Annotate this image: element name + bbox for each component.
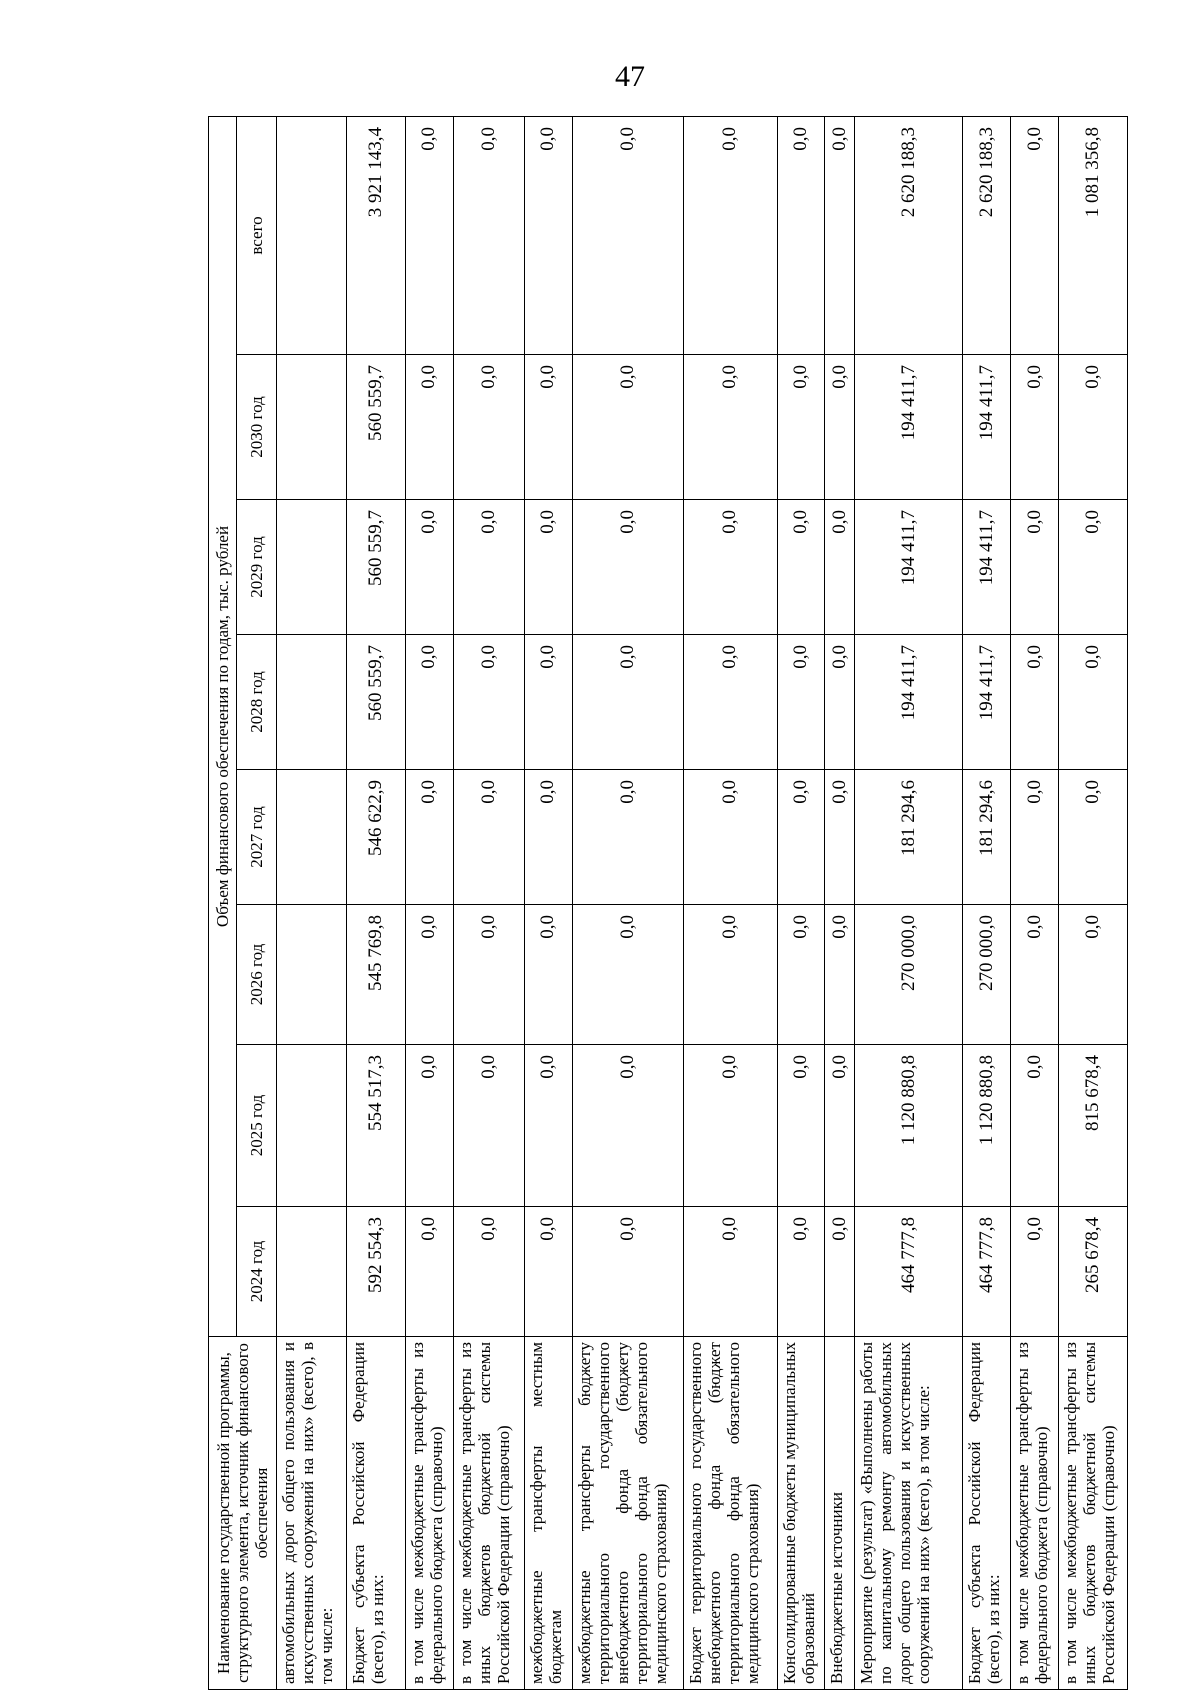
value-cell: 0,0: [453, 905, 524, 1045]
value-cell: 0,0: [406, 770, 454, 905]
value-cell: 0,0: [1058, 905, 1127, 1045]
value-cell: 0,0: [777, 1207, 825, 1337]
value-cell: 0,0: [1058, 770, 1127, 905]
value-cell: 0,0: [525, 770, 573, 905]
row-label: автомобильных дорог общего пользования и искусственных сооружений на них» (всего), в том числе:: [277, 1337, 347, 1690]
header-name-column: Наименование государственной программы, структурного элемента, источник финансового обеспечения: [209, 1337, 277, 1690]
value-cell: 265 678,4: [1058, 1207, 1127, 1337]
value-cell: 0,0: [684, 500, 777, 635]
value-cell: 1 120 880,8: [855, 1045, 963, 1207]
table-row: [525, 116, 573, 1689]
header-year: 2024 год: [237, 1207, 277, 1337]
value-cell: 0,0: [684, 1207, 777, 1337]
value-cell: 0,0: [453, 635, 524, 770]
value-cell: 194 411,7: [855, 355, 963, 500]
value-cell: 560 559,7: [347, 355, 406, 500]
value-cell: 0,0: [525, 635, 573, 770]
value-cell: [277, 770, 347, 905]
row-label: Бюджет субъекта Российской Федерации (всего), из них:: [347, 1337, 406, 1690]
value-cell: 3 921 143,4: [347, 116, 406, 354]
value-cell: 0,0: [684, 355, 777, 500]
value-cell: 0,0: [406, 1207, 454, 1337]
page-number: 47: [615, 60, 645, 93]
value-cell: [277, 1207, 347, 1337]
value-cell: 0,0: [453, 1045, 524, 1207]
value-cell: 0,0: [453, 770, 524, 905]
value-cell: 0,0: [572, 500, 683, 635]
value-cell: 0,0: [572, 635, 683, 770]
value-cell: 0,0: [525, 355, 573, 500]
value-cell: [277, 355, 347, 500]
value-cell: 0,0: [1011, 770, 1059, 905]
header-year: 2029 год: [237, 500, 277, 635]
header-year: всего: [237, 116, 277, 354]
header-volume: Объем финансового обеспечения по годам, тыс. рублей: [209, 116, 237, 1336]
value-cell: 0,0: [406, 635, 454, 770]
value-cell: 0,0: [777, 500, 825, 635]
value-cell: 0,0: [572, 355, 683, 500]
row-label: межбюджетные трансферты бюджету территориального государственного внебюджетного фонда (бюджету территориального фонда обязательного медицинского страхования): [572, 1337, 683, 1690]
value-cell: [277, 116, 347, 354]
value-cell: 2 620 188,3: [963, 116, 1011, 354]
value-cell: 0,0: [825, 635, 855, 770]
value-cell: 0,0: [1011, 635, 1059, 770]
value-cell: 560 559,7: [347, 635, 406, 770]
value-cell: 0,0: [406, 1045, 454, 1207]
value-cell: 0,0: [572, 905, 683, 1045]
row-label: в том числе межбюджетные трансферты из иных бюджетов бюджетной системы Российской Федерации (справочно): [1058, 1337, 1127, 1690]
table-row: [855, 116, 963, 1689]
table-row: [777, 116, 825, 1689]
row-label: в том числе межбюджетные трансферты из федерального бюджета (справочно): [406, 1337, 454, 1690]
value-cell: 0,0: [825, 355, 855, 500]
value-cell: 0,0: [777, 905, 825, 1045]
value-cell: 0,0: [525, 1045, 573, 1207]
table-row: [572, 116, 683, 1689]
value-cell: 194 411,7: [855, 500, 963, 635]
value-cell: 0,0: [684, 635, 777, 770]
value-cell: 0,0: [684, 1045, 777, 1207]
value-cell: 0,0: [1058, 500, 1127, 635]
row-label: Внебюджетные источники: [825, 1337, 855, 1690]
header-year: 2026 год: [237, 905, 277, 1045]
value-cell: 0,0: [825, 500, 855, 635]
header-year: 2027 год: [237, 770, 277, 905]
value-cell: 0,0: [453, 116, 524, 354]
value-cell: 554 517,3: [347, 1045, 406, 1207]
value-cell: 194 411,7: [963, 500, 1011, 635]
value-cell: 0,0: [777, 770, 825, 905]
header-year: 2030 год: [237, 355, 277, 500]
value-cell: 0,0: [825, 1207, 855, 1337]
value-cell: 0,0: [406, 905, 454, 1045]
value-cell: 1 120 880,8: [963, 1045, 1011, 1207]
value-cell: 0,0: [1011, 500, 1059, 635]
row-label: Бюджет территориального государственного внебюджетного фонда (бюджет территориального фонда обязательного медицинского страхования): [684, 1337, 777, 1690]
value-cell: 560 559,7: [347, 500, 406, 635]
value-cell: 0,0: [825, 1045, 855, 1207]
value-cell: 0,0: [572, 770, 683, 905]
value-cell: 592 554,3: [347, 1207, 406, 1337]
table-row: [825, 116, 855, 1689]
table-row: [963, 116, 1011, 1689]
value-cell: 545 769,8: [347, 905, 406, 1045]
value-cell: 270 000,0: [963, 905, 1011, 1045]
value-cell: 0,0: [825, 116, 855, 354]
table-row: [1011, 116, 1059, 1689]
value-cell: [277, 905, 347, 1045]
value-cell: 194 411,7: [963, 635, 1011, 770]
value-cell: 0,0: [1011, 116, 1059, 354]
value-cell: 0,0: [406, 355, 454, 500]
value-cell: 0,0: [825, 905, 855, 1045]
value-cell: 0,0: [1011, 905, 1059, 1045]
row-label: Мероприятие (результат) «Выполнены работы по капитальному ремонту автомобильных дорог общего пользования и искусственных сооружений на них» (всего), в том числе:: [855, 1337, 963, 1690]
value-cell: 0,0: [1011, 1207, 1059, 1337]
value-cell: 0,0: [1058, 635, 1127, 770]
table-row: [453, 116, 524, 1689]
value-cell: 0,0: [1058, 355, 1127, 500]
value-cell: 0,0: [777, 1045, 825, 1207]
value-cell: 0,0: [684, 116, 777, 354]
value-cell: 0,0: [453, 1207, 524, 1337]
value-cell: 815 678,4: [1058, 1045, 1127, 1207]
value-cell: 0,0: [406, 116, 454, 354]
value-cell: 546 622,9: [347, 770, 406, 905]
value-cell: [277, 500, 347, 635]
row-label: в том числе межбюджетные трансферты из федерального бюджета (справочно): [1011, 1337, 1059, 1690]
value-cell: 0,0: [525, 1207, 573, 1337]
row-label: в том числе межбюджетные трансферты из иных бюджетов бюджетной системы Российской Федерации (справочно): [453, 1337, 524, 1690]
value-cell: 0,0: [684, 770, 777, 905]
value-cell: 0,0: [777, 355, 825, 500]
table-row: [406, 116, 454, 1689]
value-cell: 0,0: [825, 770, 855, 905]
table-row: [684, 116, 777, 1689]
value-cell: 0,0: [777, 116, 825, 354]
header-year: 2028 год: [237, 635, 277, 770]
header-year: 2025 год: [237, 1045, 277, 1207]
value-cell: 194 411,7: [963, 355, 1011, 500]
value-cell: 0,0: [453, 500, 524, 635]
value-cell: [277, 635, 347, 770]
rotated-table-wrapper: [208, 117, 1128, 1690]
value-cell: 0,0: [1011, 355, 1059, 500]
value-cell: 0,0: [572, 116, 683, 354]
value-cell: 0,0: [525, 116, 573, 354]
value-cell: 464 777,8: [963, 1207, 1011, 1337]
value-cell: 0,0: [572, 1045, 683, 1207]
value-cell: 0,0: [525, 500, 573, 635]
value-cell: 464 777,8: [855, 1207, 963, 1337]
value-cell: 0,0: [684, 905, 777, 1045]
row-label: Бюджет субъекта Российской Федерации (всего), из них:: [963, 1337, 1011, 1690]
value-cell: 194 411,7: [855, 635, 963, 770]
value-cell: 0,0: [406, 500, 454, 635]
value-cell: 0,0: [777, 635, 825, 770]
financing-table: [208, 116, 1128, 1690]
table-row: [277, 116, 347, 1689]
value-cell: 270 000,0: [855, 905, 963, 1045]
value-cell: [277, 1045, 347, 1207]
value-cell: 0,0: [572, 1207, 683, 1337]
value-cell: 1 081 356,8: [1058, 116, 1127, 354]
value-cell: 0,0: [525, 905, 573, 1045]
table-row: [347, 116, 406, 1689]
value-cell: 0,0: [453, 355, 524, 500]
table-row: [1058, 116, 1127, 1689]
row-label: межбюджетные трансферты местным бюджетам: [525, 1337, 573, 1690]
value-cell: 0,0: [1011, 1045, 1059, 1207]
value-cell: 181 294,6: [963, 770, 1011, 905]
value-cell: 181 294,6: [855, 770, 963, 905]
value-cell: 2 620 188,3: [855, 116, 963, 354]
row-label: Консолидированные бюджеты муниципальных образований: [777, 1337, 825, 1690]
